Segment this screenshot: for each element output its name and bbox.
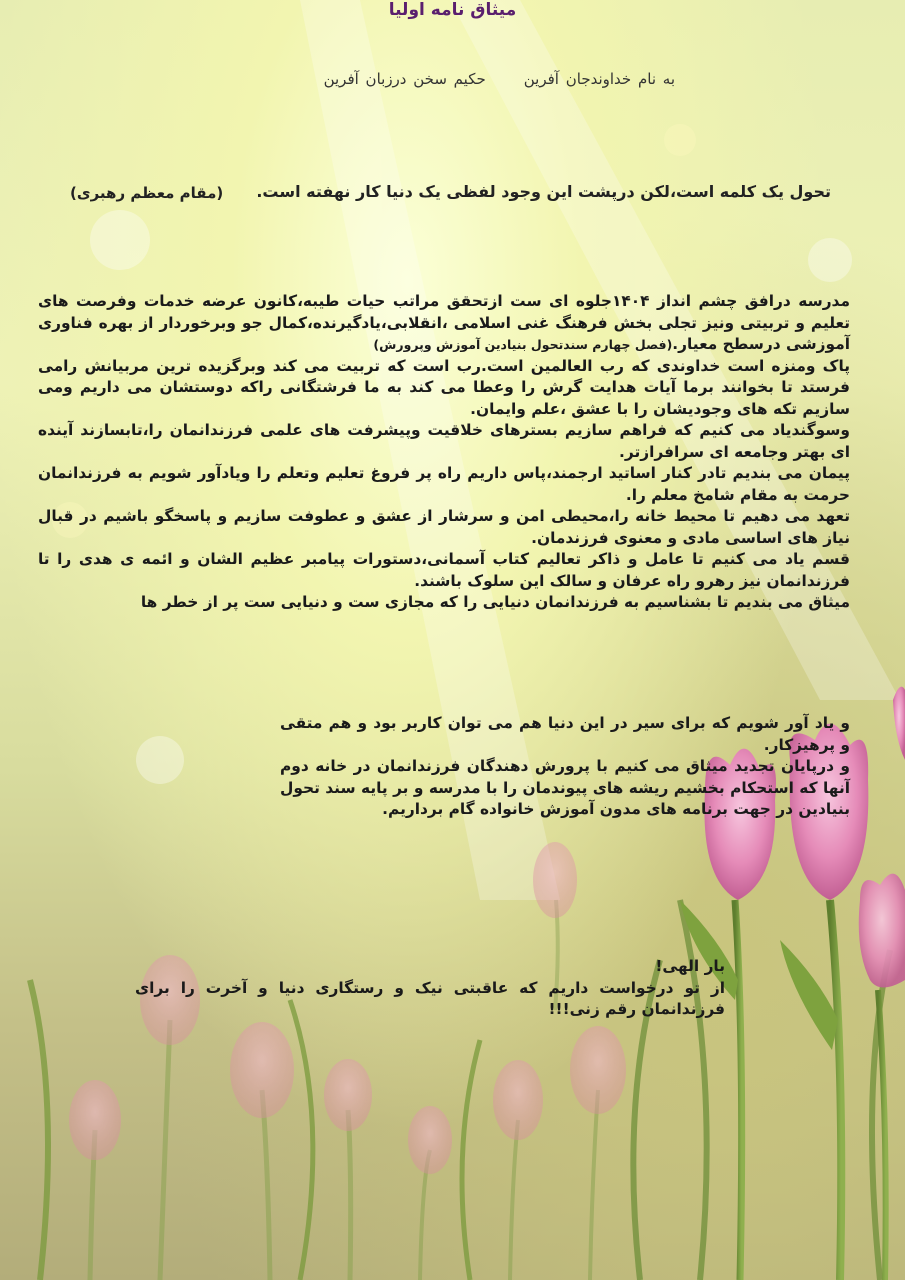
basmala-part1: به نام خداوندجان آفرین	[523, 70, 675, 88]
prayer-text: از تو درخواست داریم که عاقبتی نیک و رستگاری دنیا و آخرت را برای فرزندانمان رقم زنی!!!	[135, 978, 725, 1018]
prayer-invocation: بار الهی!	[655, 957, 725, 975]
paragraph-piety: و یاد آور شویم که برای سیر در این دنیا هم می توان کاربر بود و هم متقی و پرهیزکار.	[280, 714, 850, 754]
paragraph-oath-religion: قسم یاد می کنیم تا عامل و ذاکر تعالیم کتاب آسمانی،دستورات پیامبر عظیم الشان و ائمه ی هدی را تا فرزندانمان نیز رهرو راه عرفان و سالک این سلوک باشند.	[38, 550, 850, 590]
paragraph-renewal: و درپایان تجدید میثاق می کنیم با پرورش دهندگان فرزندانمان در خانه دوم آنها که استحکام بخشیم ریشه های پیوندمان را با مدرسه و بر پایه سند تحول بنیادین در جهت برنامه های مدون آموزش خانواده گام برداریم.	[280, 757, 850, 818]
paragraph-oath-creativity: وسوگندیاد می کنیم که فراهم سازیم بسترهای خلاقیت وپیشرفت های علمی فرزندانمان را،تابسازند آینده ای بهتر وجامعه ای سرافرازتر.	[38, 421, 850, 461]
closing-prayer	[135, 956, 725, 1021]
reference-note: (فصل چهارم سندتحول بنیادین آموزش وپرورش)	[373, 337, 673, 352]
charter-body-continued	[280, 713, 850, 821]
paragraph-virtual-world: میثاق می بندیم تا بشناسیم به فرزندانمان دنیایی را که مجازی ست و دنیایی ست پر از خطر ها	[140, 593, 850, 611]
quote-source: (مقام معظم رهبری)	[70, 184, 224, 202]
basmala-header	[324, 70, 675, 88]
basmala-part2: حکیم سخن درزبان آفرین	[323, 70, 486, 88]
paragraph-commitment-home: تعهد می دهیم تا محیط خانه را،محیطی امن و سرشار از عشق و عطوفت سازیم و پاسخگو باشیم در قبال نیاز های اساسی مادی و معنوی فرزندمان.	[38, 507, 850, 547]
charter-body	[38, 291, 850, 614]
paragraph-pledge-teachers: پیمان می بندیم تادر کنار اساتید ارجمند،پاس داریم راه پر فروغ تعلیم وتعلم را ویادآور شویم به فرزندانمان حرمت به مقام شامخ معلم را.	[38, 464, 850, 504]
page-title: میثاق نامه اولیا	[388, 0, 517, 20]
paragraph-praise: پاک ومنزه است خداوندی که رب العالمین است.رب است که تربیت می کند وبرگزیده ترین مربیانش رامی فرستد تا بخوانند برما آیات هدایت گرش را وعطا می کند به ما فرشتگانی راکه دوستشان می داریم ومی سازیم تکه های وجودیشان را با عشق ،علم وایمان.	[38, 356, 850, 418]
paragraph-school-vision: مدرسه درافق چشم انداز ۱۴۰۴جلوه ای ست ازتحقق مراتب حیات طیبه،کانون عرضه خدمات وفرصت های تعلیم و تربیتی ونیز تجلی بخش فرهنگ غنی اسلامی ،انقلابی،یادگیرنده،کمال جو وبرخوردار از بهره فناوری آموزشی درسطح معیار.(فصل چهارم سندتحول بنیادین آموزش وپرورش)	[38, 292, 850, 353]
leader-quote: تحول یک کلمه است،لکن درپشت این وجود لفظی یک دنیا کار نهفته است.	[256, 182, 831, 201]
